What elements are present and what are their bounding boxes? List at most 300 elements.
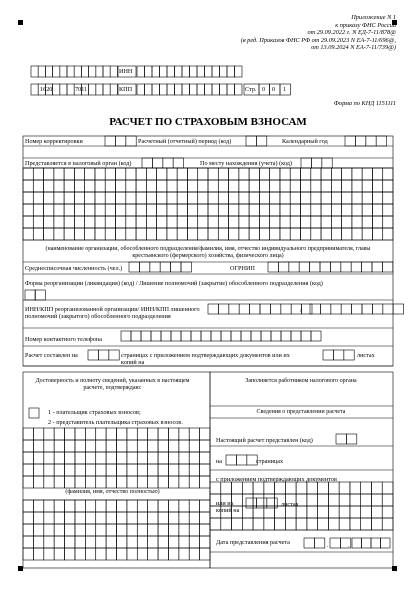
fio-cell[interactable]	[23, 452, 33, 464]
inn-cell[interactable]	[152, 66, 160, 77]
phone-cell[interactable]	[261, 331, 271, 341]
phone-cell[interactable]	[241, 331, 251, 341]
extra-cell[interactable]	[23, 536, 33, 548]
name-cell[interactable]	[270, 180, 280, 192]
fio-cell[interactable]	[179, 476, 189, 488]
name-cell[interactable]	[290, 228, 300, 240]
reorg-inn-cell[interactable]	[239, 304, 249, 314]
fio-cell[interactable]	[179, 452, 189, 464]
officer-cell[interactable]	[371, 506, 382, 518]
name-cell[interactable]	[33, 228, 43, 240]
extra-cell[interactable]	[33, 548, 43, 560]
name-cell[interactable]	[290, 204, 300, 216]
extra-cell[interactable]	[117, 524, 127, 536]
extra-cell[interactable]	[168, 500, 178, 512]
fio-cell[interactable]	[54, 464, 64, 476]
officer-cell[interactable]	[361, 482, 372, 494]
headcount-cell[interactable]	[171, 262, 181, 272]
name-cell[interactable]	[85, 192, 95, 204]
name-cell[interactable]	[229, 192, 239, 204]
ogrnip-cell[interactable]	[351, 262, 361, 272]
name-cell[interactable]	[64, 168, 74, 180]
name-cell[interactable]	[44, 204, 54, 216]
extra-cell[interactable]	[127, 524, 137, 536]
extra-cell[interactable]	[189, 524, 199, 536]
name-cell[interactable]	[167, 216, 177, 228]
name-cell[interactable]	[249, 204, 259, 216]
officer-cell[interactable]	[221, 518, 232, 530]
kpp-cell[interactable]	[137, 84, 145, 95]
fio-cell[interactable]	[106, 452, 116, 464]
name-cell[interactable]	[311, 228, 321, 240]
fio-cell[interactable]	[106, 428, 116, 440]
officer-cell[interactable]	[275, 518, 286, 530]
extra-cell[interactable]	[179, 524, 189, 536]
extra-cell[interactable]	[23, 512, 33, 524]
officer-cell[interactable]	[318, 494, 329, 506]
fio-cell[interactable]	[44, 476, 54, 488]
reorg-inn-cell[interactable]	[302, 304, 312, 314]
fio-cell[interactable]	[179, 464, 189, 476]
fio-cell[interactable]	[168, 464, 178, 476]
fio-cell[interactable]	[200, 452, 210, 464]
extra-cell[interactable]	[127, 536, 137, 548]
officer-cell[interactable]	[361, 518, 372, 530]
name-cell[interactable]	[352, 180, 362, 192]
fio-cell[interactable]	[117, 440, 127, 452]
name-cell[interactable]	[229, 216, 239, 228]
name-cell[interactable]	[218, 180, 228, 192]
phone-cell[interactable]	[131, 331, 141, 341]
name-cell[interactable]	[270, 168, 280, 180]
extra-cell[interactable]	[106, 524, 116, 536]
name-cell[interactable]	[105, 180, 115, 192]
fio-cell[interactable]	[189, 464, 199, 476]
phone-cell[interactable]	[151, 331, 161, 341]
name-cell[interactable]	[383, 192, 393, 204]
extra-cell[interactable]	[179, 548, 189, 560]
name-cell[interactable]	[157, 228, 167, 240]
officer-cell[interactable]	[328, 494, 339, 506]
extra-cell[interactable]	[200, 500, 210, 512]
name-cell[interactable]	[177, 204, 187, 216]
officer-cell[interactable]	[221, 482, 232, 494]
name-cell[interactable]	[126, 192, 136, 204]
period-cell[interactable]	[256, 136, 266, 146]
name-cell[interactable]	[280, 204, 290, 216]
ogrnip-cell[interactable]	[372, 262, 382, 272]
kpp-cell[interactable]	[152, 84, 160, 95]
name-cell[interactable]	[218, 228, 228, 240]
extra-cell[interactable]	[33, 512, 43, 524]
name-cell[interactable]	[74, 168, 84, 180]
fio-cell[interactable]	[23, 464, 33, 476]
fio-cell[interactable]	[44, 440, 54, 452]
extra-cell[interactable]	[85, 536, 95, 548]
extra-cell[interactable]	[200, 512, 210, 524]
officer-cell[interactable]	[371, 518, 382, 530]
officer-cell[interactable]	[242, 482, 253, 494]
name-cell[interactable]	[362, 192, 372, 204]
extra-cell[interactable]	[65, 536, 75, 548]
location-cell[interactable]	[301, 158, 311, 168]
name-cell[interactable]	[85, 204, 95, 216]
name-cell[interactable]	[383, 228, 393, 240]
year-cell[interactable]	[355, 136, 365, 146]
name-cell[interactable]	[229, 180, 239, 192]
name-cell[interactable]	[146, 180, 156, 192]
name-cell[interactable]	[259, 168, 269, 180]
name-cell[interactable]	[280, 192, 290, 204]
inn-cell[interactable]	[74, 66, 81, 77]
name-cell[interactable]	[362, 216, 372, 228]
name-cell[interactable]	[157, 168, 167, 180]
extra-cell[interactable]	[85, 512, 95, 524]
officer-cell[interactable]	[350, 482, 361, 494]
phone-cell[interactable]	[121, 331, 131, 341]
name-cell[interactable]	[249, 168, 259, 180]
name-cell[interactable]	[126, 168, 136, 180]
fio-cell[interactable]	[23, 476, 33, 488]
name-cell[interactable]	[74, 228, 84, 240]
extra-cell[interactable]	[65, 524, 75, 536]
name-cell[interactable]	[331, 168, 341, 180]
kpp-cell[interactable]	[175, 84, 183, 95]
name-cell[interactable]	[116, 168, 126, 180]
extra-cell[interactable]	[85, 500, 95, 512]
ogrnip-cell[interactable]	[382, 262, 392, 272]
date-year-cell[interactable]	[362, 538, 372, 548]
name-cell[interactable]	[311, 216, 321, 228]
inn-cell[interactable]	[81, 66, 88, 77]
inn-cell[interactable]	[89, 66, 96, 77]
officer-cell[interactable]	[361, 506, 372, 518]
name-cell[interactable]	[54, 216, 64, 228]
extra-cell[interactable]	[96, 500, 106, 512]
reorg-inn-cell[interactable]	[260, 304, 270, 314]
fio-cell[interactable]	[54, 476, 64, 488]
officer-cell[interactable]	[253, 494, 264, 506]
name-cell[interactable]	[239, 168, 249, 180]
inn-cell[interactable]	[31, 66, 38, 77]
reorg-kpp-cell[interactable]	[352, 304, 362, 314]
ogrnip-cell[interactable]	[341, 262, 351, 272]
fio-cell[interactable]	[65, 440, 75, 452]
name-cell[interactable]	[23, 216, 33, 228]
fio-cell[interactable]	[54, 428, 64, 440]
extra-cell[interactable]	[127, 548, 137, 560]
name-cell[interactable]	[64, 180, 74, 192]
name-cell[interactable]	[136, 168, 146, 180]
inn-cell[interactable]	[167, 66, 175, 77]
officer-cell[interactable]	[339, 482, 350, 494]
name-cell[interactable]	[290, 192, 300, 204]
phone-cell[interactable]	[231, 331, 241, 341]
phone-cell[interactable]	[181, 331, 191, 341]
officer-cell[interactable]	[285, 518, 296, 530]
name-cell[interactable]	[218, 204, 228, 216]
name-cell[interactable]	[33, 204, 43, 216]
inn-cell[interactable]	[96, 66, 103, 77]
name-cell[interactable]	[167, 180, 177, 192]
fio-cell[interactable]	[168, 428, 178, 440]
extra-cell[interactable]	[96, 524, 106, 536]
officer-cell[interactable]	[382, 494, 393, 506]
name-cell[interactable]	[198, 192, 208, 204]
headcount-cell[interactable]	[160, 262, 170, 272]
extra-cell[interactable]	[137, 536, 147, 548]
submitted-code-cell[interactable]	[346, 434, 356, 444]
ogrnip-cell[interactable]	[320, 262, 330, 272]
phone-cell[interactable]	[281, 331, 291, 341]
name-cell[interactable]	[74, 216, 84, 228]
name-cell[interactable]	[157, 180, 167, 192]
name-cell[interactable]	[64, 216, 74, 228]
officer-cell[interactable]	[242, 518, 253, 530]
ogrnip-cell[interactable]	[278, 262, 288, 272]
name-cell[interactable]	[177, 228, 187, 240]
name-cell[interactable]	[321, 204, 331, 216]
name-cell[interactable]	[33, 168, 43, 180]
fio-cell[interactable]	[106, 476, 116, 488]
phone-cell[interactable]	[191, 331, 201, 341]
kpp-cell[interactable]	[96, 84, 103, 95]
name-cell[interactable]	[33, 216, 43, 228]
extra-cell[interactable]	[85, 548, 95, 560]
name-cell[interactable]	[157, 192, 167, 204]
headcount-cell[interactable]	[129, 262, 139, 272]
name-cell[interactable]	[311, 168, 321, 180]
name-cell[interactable]	[249, 228, 259, 240]
name-cell[interactable]	[208, 216, 218, 228]
name-cell[interactable]	[44, 216, 54, 228]
fio-cell[interactable]	[96, 440, 106, 452]
phone-cell[interactable]	[211, 331, 221, 341]
correction-cell[interactable]	[126, 136, 136, 146]
fio-cell[interactable]	[189, 476, 199, 488]
fio-cell[interactable]	[137, 464, 147, 476]
reorg-cell[interactable]	[35, 290, 45, 300]
correction-cell[interactable]	[105, 136, 115, 146]
name-cell[interactable]	[126, 228, 136, 240]
fio-cell[interactable]	[44, 464, 54, 476]
name-cell[interactable]	[321, 180, 331, 192]
name-cell[interactable]	[33, 192, 43, 204]
officer-cell[interactable]	[264, 494, 275, 506]
extra-cell[interactable]	[158, 548, 168, 560]
name-cell[interactable]	[208, 168, 218, 180]
copies-sheets-cell[interactable]	[267, 498, 277, 508]
ogrnip-cell[interactable]	[362, 262, 372, 272]
name-cell[interactable]	[54, 192, 64, 204]
reorg-cell[interactable]	[25, 290, 35, 300]
period-cell[interactable]	[246, 136, 256, 146]
extra-cell[interactable]	[168, 548, 178, 560]
name-cell[interactable]	[372, 180, 382, 192]
name-cell[interactable]	[157, 216, 167, 228]
inn-cell[interactable]	[190, 66, 198, 77]
name-cell[interactable]	[301, 180, 311, 192]
officer-cell[interactable]	[210, 482, 221, 494]
extra-cell[interactable]	[158, 524, 168, 536]
name-cell[interactable]	[105, 168, 115, 180]
kpp-cell[interactable]	[205, 84, 213, 95]
kpp-cell[interactable]	[53, 84, 60, 95]
name-cell[interactable]	[362, 204, 372, 216]
name-cell[interactable]	[331, 192, 341, 204]
inn-cell[interactable]	[160, 66, 168, 77]
fio-cell[interactable]	[23, 440, 33, 452]
fio-cell[interactable]	[65, 476, 75, 488]
name-cell[interactable]	[301, 228, 311, 240]
pages-cell[interactable]	[109, 350, 119, 360]
fio-cell[interactable]	[137, 440, 147, 452]
fio-cell[interactable]	[158, 464, 168, 476]
name-cell[interactable]	[259, 192, 269, 204]
fio-cell[interactable]	[148, 440, 158, 452]
kpp-cell[interactable]	[227, 84, 235, 95]
name-cell[interactable]	[177, 168, 187, 180]
fio-cell[interactable]	[117, 476, 127, 488]
fio-cell[interactable]	[189, 452, 199, 464]
fio-cell[interactable]	[158, 452, 168, 464]
extra-cell[interactable]	[54, 536, 64, 548]
name-cell[interactable]	[352, 228, 362, 240]
name-cell[interactable]	[290, 216, 300, 228]
phone-cell[interactable]	[291, 331, 301, 341]
name-cell[interactable]	[198, 180, 208, 192]
sheets-cell[interactable]	[323, 350, 333, 360]
name-cell[interactable]	[321, 216, 331, 228]
officer-cell[interactable]	[232, 518, 243, 530]
kpp-cell[interactable]	[160, 84, 168, 95]
name-cell[interactable]	[229, 168, 239, 180]
date-month-cell[interactable]	[330, 538, 340, 548]
name-cell[interactable]	[290, 168, 300, 180]
officer-cell[interactable]	[339, 506, 350, 518]
officer-cell[interactable]	[328, 518, 339, 530]
name-cell[interactable]	[136, 228, 146, 240]
ogrnip-cell[interactable]	[289, 262, 299, 272]
fio-cell[interactable]	[117, 452, 127, 464]
name-cell[interactable]	[136, 192, 146, 204]
extra-cell[interactable]	[148, 512, 158, 524]
date-year-cell[interactable]	[381, 538, 391, 548]
phone-cell[interactable]	[311, 331, 321, 341]
officer-cell[interactable]	[307, 482, 318, 494]
name-cell[interactable]	[64, 204, 74, 216]
fio-cell[interactable]	[127, 476, 137, 488]
extra-cell[interactable]	[106, 536, 116, 548]
name-cell[interactable]	[311, 192, 321, 204]
officer-cell[interactable]	[328, 482, 339, 494]
officer-cell[interactable]	[350, 506, 361, 518]
name-cell[interactable]	[239, 192, 249, 204]
extra-cell[interactable]	[65, 500, 75, 512]
extra-cell[interactable]	[148, 548, 158, 560]
officer-cell[interactable]	[350, 494, 361, 506]
kpp-cell[interactable]	[89, 84, 96, 95]
name-cell[interactable]	[372, 204, 382, 216]
kpp-cell[interactable]	[212, 84, 220, 95]
extra-cell[interactable]	[168, 524, 178, 536]
officer-cell[interactable]	[382, 506, 393, 518]
extra-cell[interactable]	[33, 536, 43, 548]
extra-cell[interactable]	[189, 500, 199, 512]
extra-cell[interactable]	[117, 500, 127, 512]
reorg-kpp-cell[interactable]	[362, 304, 372, 314]
officer-cell[interactable]	[382, 482, 393, 494]
name-cell[interactable]	[229, 228, 239, 240]
name-cell[interactable]	[239, 228, 249, 240]
inn-cell[interactable]	[227, 66, 235, 77]
extra-cell[interactable]	[168, 512, 178, 524]
extra-cell[interactable]	[44, 524, 54, 536]
name-cell[interactable]	[136, 204, 146, 216]
signatory-option-cell[interactable]	[29, 408, 39, 418]
officer-cell[interactable]	[275, 482, 286, 494]
name-cell[interactable]	[218, 168, 228, 180]
extra-cell[interactable]	[54, 500, 64, 512]
headcount-cell[interactable]	[139, 262, 149, 272]
name-cell[interactable]	[198, 228, 208, 240]
extra-cell[interactable]	[127, 500, 137, 512]
fio-cell[interactable]	[96, 464, 106, 476]
extra-cell[interactable]	[200, 524, 210, 536]
name-cell[interactable]	[383, 168, 393, 180]
name-cell[interactable]	[167, 168, 177, 180]
name-cell[interactable]	[331, 204, 341, 216]
phone-cell[interactable]	[161, 331, 171, 341]
inn-cell[interactable]	[110, 66, 117, 77]
fio-cell[interactable]	[96, 452, 106, 464]
officer-cell[interactable]	[253, 482, 264, 494]
name-cell[interactable]	[54, 168, 64, 180]
sheets-cell[interactable]	[344, 350, 354, 360]
name-cell[interactable]	[44, 180, 54, 192]
name-cell[interactable]	[301, 204, 311, 216]
extra-cell[interactable]	[148, 536, 158, 548]
name-cell[interactable]	[331, 180, 341, 192]
name-cell[interactable]	[23, 168, 33, 180]
extra-cell[interactable]	[96, 548, 106, 560]
fio-cell[interactable]	[127, 452, 137, 464]
name-cell[interactable]	[342, 180, 352, 192]
pages-cell[interactable]	[98, 350, 108, 360]
kpp-cell[interactable]	[197, 84, 205, 95]
name-cell[interactable]	[95, 216, 105, 228]
phone-cell[interactable]	[271, 331, 281, 341]
phone-cell[interactable]	[171, 331, 181, 341]
reorg-kpp-cell[interactable]	[331, 304, 341, 314]
fio-cell[interactable]	[75, 476, 85, 488]
fio-cell[interactable]	[189, 428, 199, 440]
reorg-inn-cell[interactable]	[281, 304, 291, 314]
date-day-cell[interactable]	[314, 538, 324, 548]
name-cell[interactable]	[321, 192, 331, 204]
extra-cell[interactable]	[158, 536, 168, 548]
extra-cell[interactable]	[96, 536, 106, 548]
name-cell[interactable]	[136, 216, 146, 228]
inn-cell[interactable]	[175, 66, 183, 77]
name-cell[interactable]	[157, 204, 167, 216]
fio-cell[interactable]	[148, 476, 158, 488]
fio-cell[interactable]	[65, 428, 75, 440]
fio-cell[interactable]	[96, 476, 106, 488]
fio-cell[interactable]	[200, 428, 210, 440]
name-cell[interactable]	[270, 216, 280, 228]
fio-cell[interactable]	[75, 452, 85, 464]
